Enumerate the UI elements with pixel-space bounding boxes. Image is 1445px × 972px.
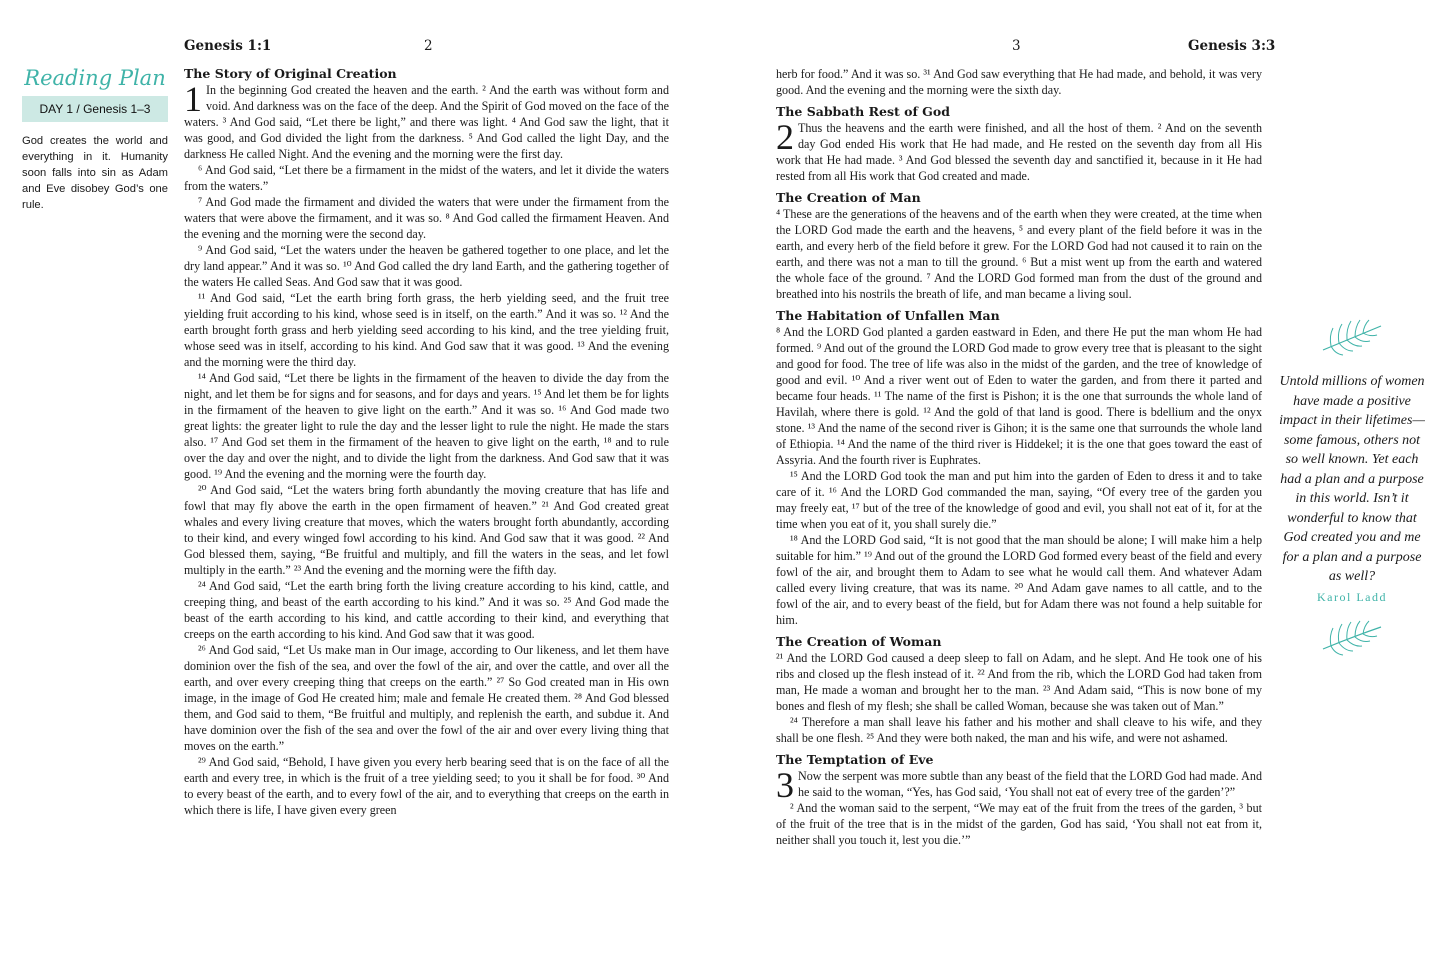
verse-paragraph: [776, 800, 1262, 848]
verse-text: ⁷ And God made the firmament and divided the waters that were under the firmament from the waters that were above the firmament, and it was so. ⁸ And God called the firmament Heaven. And the evening and the morning were the second day.: [184, 195, 669, 241]
verse-paragraph: [184, 290, 669, 370]
verse-text: ² And the woman said to the serpent, “We may eat of the fruit from the trees of the garden, ³ but of the fruit of the tree that is in the midst of the garden, God has said, ‘You shall not eat from it, neither shall you touch it, lest you die.’”: [776, 801, 1262, 847]
verse-text: ⁴ These are the generations of the heavens and of the earth when they were created, at the time when the LORD God made the earth and the heavens, ⁵ and every plant of the field before it was in the earth, and every herb of the field before it grew. For the LORD God had not caused it to rain on the earth, and there was not a man to till the ground. ⁶ But a mist went up from the earth and watered the whole face of the ground. ⁷ And the LORD God formed man from the dust of the ground and breathed into his nostrils the breath of life, and man became a living soul.: [776, 207, 1262, 301]
verse-text: ¹⁴ And God said, “Let there be lights in the firmament of the heaven to divide the day from the night, and let them be for signs and for seasons, and for days and years. ¹⁵ And let them be for lights in the firmament of the heaven to give light on the earth.” And it was so. ¹⁶ And God made two great lights: the greater light to rule the day and the lesser light to rule the night. He made the stars also. ¹⁷ And God set them in the firmament of the heaven to give light on the earth, ¹⁸ and to rule over the day and over the night, and to divide the light from the darkness. And God saw that it was good. ¹⁹ And the evening and the morning were the fourth day.: [184, 371, 669, 481]
verse-text: ²⁶ And God said, “Let Us make man in Our image, according to Our likeness, and let them have dominion over the fish of the sea, and over the fowl of the air, and over the cattle, and over all the earth, and over every creeping thing that creeps on the earth.” ²⁷ So God created man in His own image, in the image of God He created him; male and female He created them. ²⁸ And God blessed them, and God said to them, “Be fruitful and multiply, and replenish the earth, and subdue it. And have dominion over the fish of the sea and over the fowl of the air and over every living thing that moves on the earth.”: [184, 643, 669, 753]
verse-paragraph: [184, 578, 669, 642]
verse-paragraph: [776, 206, 1262, 302]
section-heading: The Creation of Man: [776, 190, 921, 205]
verse-text: Now the serpent was more subtle than any beast of the field that the LORD God had made. And he said to the woman, “Yes, has God said, ‘You shall not eat of every tree of the garden’?”: [798, 769, 1262, 799]
verse-paragraph: [184, 642, 669, 754]
verse-text: ²⁹ And God said, “Behold, I have given you every herb bearing seed that is on the face of all the earth and every tree, in which is the fruit of a tree yielding seed; to you it shall be for food. ³⁰ And to every beast of the earth, and to every fowl of the air, and to everything that creeps on the earth in which there is life, I have given every green: [184, 755, 669, 817]
section-heading: The Habitation of Unfallen Man: [776, 308, 1000, 323]
right-page-number: 3: [1012, 38, 1021, 54]
verse-text: ²¹ And the LORD God caused a deep sleep to fall on Adam, and he slept. And He took one of his ribs and closed up the flesh instead of it. ²² And from the rib, which the LORD God had taken from man, He made a woman and brought her to the man. ²³ And Adam said, “This is now bone of my bones and flesh of my flesh; she shall be called Woman, because she was taken out of Man.”: [776, 651, 1262, 713]
left-running-head: Genesis 1:1: [184, 38, 272, 54]
verse-paragraph: [184, 242, 669, 290]
verse-text: ⁸ And the LORD God planted a garden eastward in Eden, and there He put the man whom He had formed. ⁹ And out of the ground the LORD God made to grow every tree that is pleasant to the sight and good for food. The tree of life was also in the midst of the garden, and the tree of knowledge of good and evil. ¹⁰ And a river went out of Eden to water the garden, and from there it parted and became four heads. ¹¹ The name of the first is Pishon; it is the one that surrounds the whole land of Havilah, where there is gold. ¹² And the gold of that land is good. There is bdellium and the onyx stone. ¹³ And the name of the second river is Gihon; it is the same one that surrounds the whole land of Ethiopia. ¹⁴ And the name of the third river is Hiddekel; it is the one that goes toward the east of Assyria. And the fourth river is Euphrates.: [776, 325, 1262, 467]
verse-text: Thus the heavens and the earth were finished, and all the host of them. ² And on the seventh day God ended His work that He had made, and He rested on the seventh day from all His work that He had made. ³ And God blessed the seventh day and sanctified it, because in it He had rested from all His work that God created and made.: [776, 121, 1262, 183]
verse-paragraph: [776, 650, 1262, 714]
verse-paragraph: [184, 79, 669, 162]
verse-paragraph: [184, 754, 669, 818]
chapter-number: 3: [776, 765, 794, 805]
left-text-column: [184, 66, 669, 818]
verse-paragraph: [184, 194, 669, 242]
verse-paragraph: [776, 765, 1262, 805]
section-heading: The Story of Original Creation: [184, 66, 397, 81]
verse-paragraph: [776, 66, 1262, 98]
chapter-number: 2: [776, 117, 794, 157]
verse-text: ²⁴ Therefore a man shall leave his father and his mother and shall cleave to his wife, and they shall be one flesh. ²⁵ And they were both naked, the man and his wife, and were not ashamed.: [776, 715, 1262, 745]
verse-text: ¹⁸ And the LORD God said, “It is not good that the man should be alone; I will make him a help suitable for him.” ¹⁹ And out of the ground the LORD God formed every beast of the field and every fowl of the air, and brought them to Adam to see what he would call them. And whatever Adam called every living creature, that was its name. ²⁰ And Adam gave names to all cattle, and to the fowl of the air, and to every beast of the field, but for Adam there was not found a help suitable for him.: [776, 533, 1262, 627]
reading-plan-sidebar: [22, 66, 168, 213]
verse-text: ¹¹ And God said, “Let the earth bring forth grass, the herb yielding seed, and the fruit tree yielding fruit according to his kind, whose seed is in itself, on the earth.” And it was so. ¹² And the earth brought forth grass and herb yielding seed according to his kind, and the tree yielding fruit, whose seed was in itself, according to his kind. And God saw that it was good. ¹³ And the evening and the morning were the third day.: [184, 291, 669, 369]
chapter-number: 1: [184, 79, 202, 119]
verse-paragraph: [776, 468, 1262, 532]
verse-paragraph: [184, 482, 669, 578]
section-heading: The Sabbath Rest of God: [776, 104, 950, 119]
verse-paragraph: [776, 714, 1262, 746]
verse-text: ²⁴ And God said, “Let the earth bring forth the living creature according to his kind, cattle, and creeping thing, and beast of the earth according to his kind.” And it was so. ²⁵ And God made the beast of the earth according to his kind, and cattle according to their kind, and everything that creeps on the earth according to his kind. And God saw that it was good.: [184, 579, 669, 641]
section-heading: The Temptation of Eve: [776, 752, 934, 767]
reading-plan-title: Reading Plan: [24, 66, 166, 90]
verse-text: ⁹ And God said, “Let the waters under the heaven be gathered together to one place, and let the dry land appear.” And it was so. ¹⁰ And God called the dry land Earth, and the gathering together of the waters He called Seas. And God saw that it was good.: [184, 243, 669, 289]
reading-plan-summary: God creates the world and everything in it. Humanity soon falls into sin as Adam and Eve disobey God’s one rule.: [22, 135, 168, 211]
verse-paragraph: [776, 532, 1262, 628]
leaf-ornament-icon: [1317, 619, 1387, 657]
right-text-column: [776, 66, 1262, 848]
verse-text: herb for food.” And it was so. ³¹ And God saw everything that He had made, and behold, it was very good. And the evening and the morning were the sixth day.: [776, 67, 1262, 97]
verse-text: ⁶ And God said, “Let there be a firmament in the midst of the waters, and let it divide the waters from the waters.”: [184, 163, 669, 193]
verse-text: ¹⁵ And the LORD God took the man and put him into the garden of Eden to dress it and to take care of it. ¹⁶ And the LORD God commanded the man, saying, “Of every tree of the garden you may freely eat, ¹⁷ but of the tree of the knowledge of good and evil, you shall not eat of it, for at the time when you eat of it, you shall surely die.”: [776, 469, 1262, 531]
verse-text: In the beginning God created the heaven and the earth. ² And the earth was without form and void. And darkness was on the face of the deep. And the Spirit of God moved on the face of the waters. ³ And God said, “Let there be light,” and there was light. ⁴ And God saw the light, that it was good, and God divided the light from the darkness. ⁵ And God called the light Day, and the darkness He called Night. And the evening and the morning were the first day.: [184, 83, 669, 161]
verse-paragraph: [776, 324, 1262, 468]
verse-paragraph: [184, 162, 669, 194]
verse-text: ²⁰ And God said, “Let the waters bring forth abundantly the moving creature that has life and fowl that may fly above the earth in the open firmament of heaven.” ²¹ And God created great whales and every living creature that moves, which the waters brought forth abundantly, according to their kind, and every winged fowl according to his kind. And God saw that it was good. ²² And God blessed them, saying, “Be fruitful and multiply, and fill the waters in the seas, and let fowl multiply in the earth.” ²³ And the evening and the morning were the fifth day.: [184, 483, 669, 577]
section-heading: The Creation of Woman: [776, 634, 942, 649]
verse-paragraph: [776, 117, 1262, 184]
quote-text: Untold millions of women have made a positive impact in their lifetimes—some famous, others not so well known. Yet each had a plan and a purpose in this world. Isn’t it wonderful to know that God created you and me for a plan and a purpose as well?: [1279, 374, 1425, 584]
left-page-number: 2: [424, 38, 433, 54]
reading-plan-day: DAY 1 / Genesis 1–3: [22, 96, 168, 122]
quote-sidebar: [1278, 318, 1426, 657]
quote-author: Karol Ladd: [1317, 589, 1387, 604]
leaf-ornament-icon: [1317, 318, 1387, 356]
right-running-head: Genesis 3:3: [1188, 38, 1276, 54]
verse-paragraph: [184, 370, 669, 482]
